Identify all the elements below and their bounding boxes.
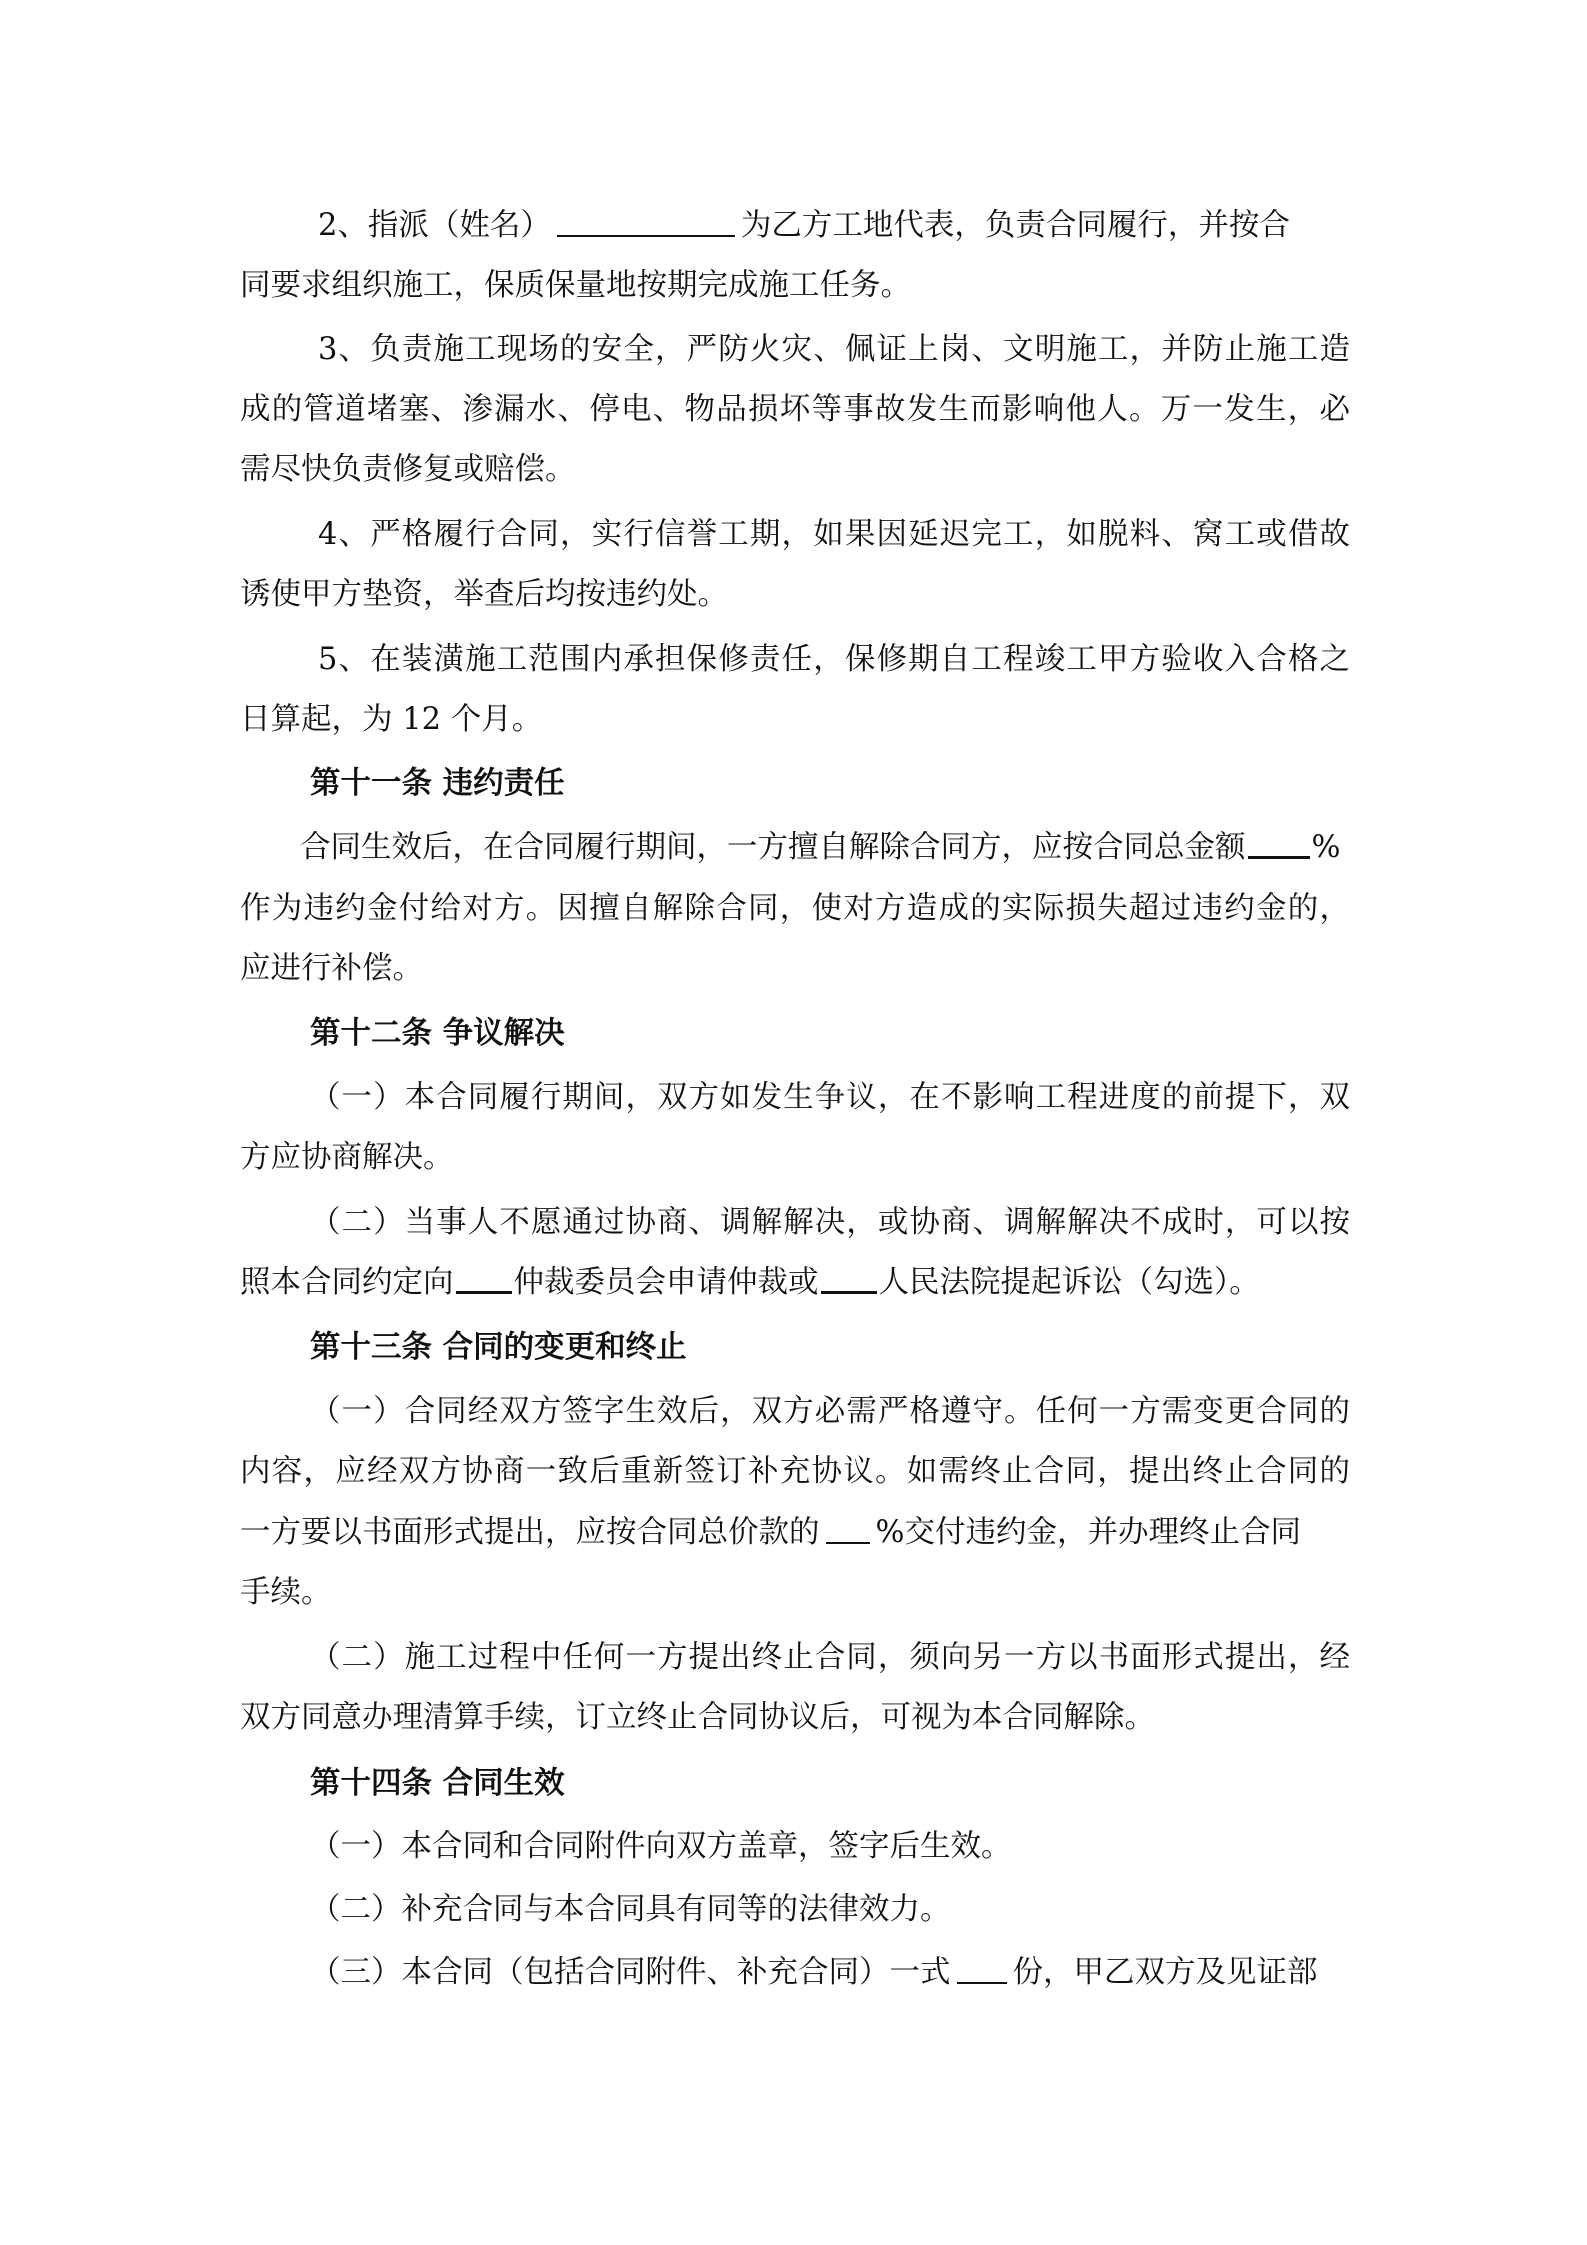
termination-percent-blank[interactable] bbox=[826, 1504, 870, 1544]
item-2-suffix: 为乙方工地代表，负责合同履行，并按合 bbox=[740, 208, 1290, 243]
item-5-line-1: 5、在装潢施工范围内承担保修责任，保修期自工程竣工甲方验收入合格之 bbox=[318, 642, 1350, 677]
article-13-para-1-line-2: 内容，应经双方协商一致后重新签订补充协议。如需终止合同，提出终止合同的 bbox=[240, 1454, 1350, 1489]
arbitration-text-a: 照本合同约定向 bbox=[240, 1265, 454, 1300]
article-14-para-1: （一）本合同和合同附件向双方盖章，签字后生效。 bbox=[310, 1829, 1012, 1864]
termination-text-b: %交付违约金，并办理终止合同 bbox=[875, 1515, 1301, 1550]
article-13-para-1-line-1: （一）合同经双方签字生效后，双方必需严格遵守。任何一方需变更合同的 bbox=[310, 1394, 1350, 1429]
item-2-prefix: 2、指派（姓名） bbox=[318, 208, 551, 243]
item-4-line-2: 诱使甲方垫资，举查后均按违约处。 bbox=[240, 577, 728, 612]
article-13-para-1-line-3 bbox=[240, 1503, 1350, 1563]
article-13-para-2-line-2: 双方同意办理清算手续，订立终止合同协议后，可视为本合同解除。 bbox=[240, 1700, 1155, 1735]
item-3-line-2: 成的管道堵塞、渗漏水、停电、物品损坏等事故发生而影响他人。万一发生，必 bbox=[240, 392, 1350, 427]
termination-text-a: 一方要以书面形式提出，应按合同总价款的 bbox=[240, 1515, 820, 1550]
article-11-heading: 第十一条 违约责任 bbox=[310, 765, 565, 801]
article-12-heading: 第十二条 争议解决 bbox=[310, 1015, 565, 1051]
arbitration-text-b: 仲裁委员会申请仲裁或 bbox=[513, 1265, 819, 1300]
arbitration-text-c: 人民法院提起诉讼（勾选）。 bbox=[878, 1265, 1260, 1300]
arbitration-committee-blank[interactable] bbox=[456, 1253, 512, 1294]
article-13-para-1-line-4: 手续。 bbox=[240, 1575, 332, 1610]
percent-sign: % bbox=[1311, 830, 1341, 865]
article-12-para-1-line-1: （一）本合同履行期间，双方如发生争议，在不影响工程进度的前提下，双 bbox=[310, 1080, 1350, 1115]
article-13-heading: 第十三条 合同的变更和终止 bbox=[310, 1329, 687, 1365]
article-11-text: 合同生效后，在合同履行期间，一方擅自解除合同方，应按合同总金额 bbox=[300, 830, 1246, 865]
article-11-line-2: 作为违约金付给对方。因擅自解除合同，使对方造成的实际损失超过违约金的， bbox=[240, 891, 1350, 926]
article-12-para-2-line-1: （二）当事人不愿通过协商、调解解决，或协商、调解解决不成时，可以按 bbox=[310, 1205, 1350, 1240]
item-2-line-2: 同要求组织施工，保质保量地按期完成施工任务。 bbox=[240, 268, 911, 303]
article-12-para-2-line-2 bbox=[240, 1253, 1350, 1313]
article-12-para-1-line-2: 方应协商解决。 bbox=[240, 1140, 454, 1175]
copies-text-a: （三）本合同（包括合同附件、补充合同）一式 bbox=[310, 1955, 951, 1990]
article-11-line-3: 应进行补偿。 bbox=[240, 951, 423, 986]
article-14-para-3 bbox=[310, 1943, 1350, 2003]
article-14-para-2: （二）补充合同与本合同具有同等的法律效力。 bbox=[310, 1892, 951, 1927]
copies-count-blank[interactable] bbox=[957, 1944, 1007, 1984]
court-blank[interactable] bbox=[821, 1253, 877, 1294]
article-11-line-1 bbox=[300, 818, 1350, 878]
item-3-line-1: 3、负责施工现场的安全，严防火灾、佩证上岗、文明施工，并防止施工造 bbox=[318, 332, 1350, 367]
representative-name-blank[interactable] bbox=[557, 197, 735, 237]
penalty-percent-blank[interactable] bbox=[1248, 818, 1310, 859]
item-3-line-3: 需尽快负责修复或赔偿。 bbox=[240, 452, 576, 487]
item-4-line-1: 4、严格履行合同，实行信誉工期，如果因延迟完工，如脱料、窝工或借故 bbox=[318, 517, 1350, 552]
item-5-line-2: 日算起，为 12 个月。 bbox=[240, 702, 543, 737]
copies-text-b: 份，甲乙双方及见证部 bbox=[1012, 1955, 1318, 1990]
item-2-line-1 bbox=[318, 196, 1350, 256]
article-14-heading: 第十四条 合同生效 bbox=[310, 1765, 565, 1801]
article-13-para-2-line-1: （二）施工过程中任何一方提出终止合同，须向另一方以书面形式提出，经 bbox=[310, 1640, 1350, 1675]
